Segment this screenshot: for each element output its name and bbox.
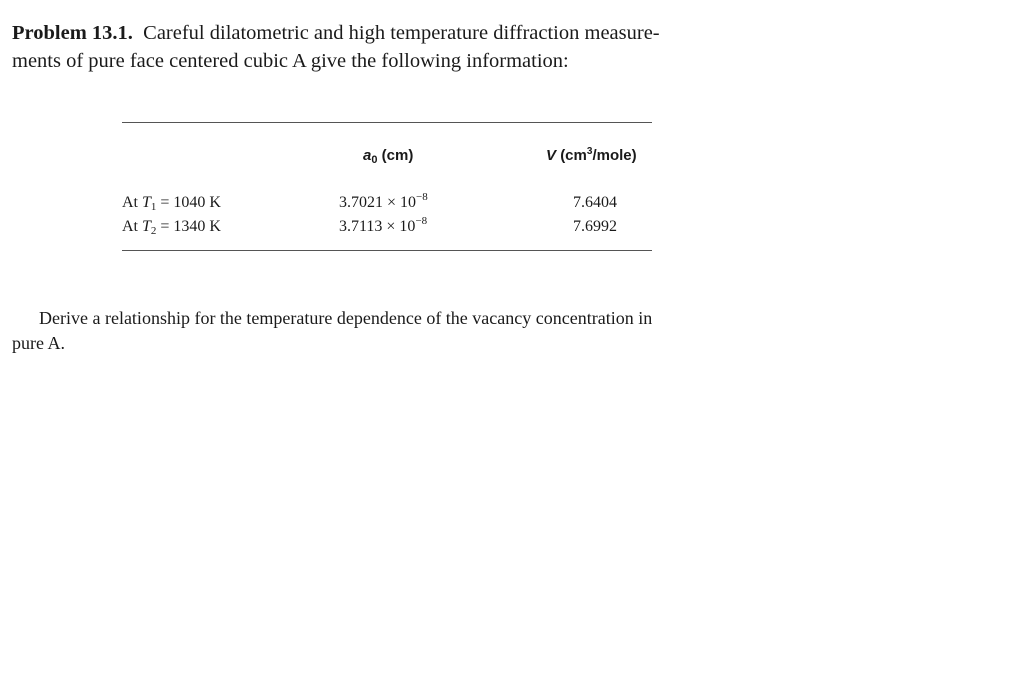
question-text — [12, 306, 752, 356]
a0-exponent: −8 — [416, 191, 428, 203]
question-line-1: Derive a relationship for the temperature dependence of the vacancy concentration in — [39, 308, 653, 328]
table-row — [0, 192, 1024, 214]
temperature-cell — [122, 216, 221, 238]
a0-exponent: −8 — [415, 215, 428, 227]
intro-line-2: ments of pure face centered cubic A give the following information: — [12, 50, 569, 72]
table-row — [0, 216, 1024, 238]
header-a0-subscript: 0 — [371, 154, 378, 166]
header-v-unit-pre: (cm — [560, 147, 587, 164]
molar-volume-cell: 7.6404 — [573, 194, 617, 211]
temp-symbol: T — [142, 218, 151, 235]
table-bottom-rule — [122, 250, 652, 251]
temp-value: = 1040 K — [156, 194, 221, 211]
temp-subscript: 1 — [150, 201, 157, 213]
problem-statement — [12, 19, 772, 75]
lattice-parameter-cell — [339, 216, 427, 238]
header-a0-symbol: a — [363, 147, 372, 164]
temp-value: = 1340 K — [156, 218, 221, 235]
temperature-cell — [122, 192, 221, 214]
header-a0-unit: (cm) — [381, 147, 414, 164]
intro-line-1: Careful dilatometric and high temperature diffraction measure- — [143, 22, 660, 44]
header-v-unit-exp: 3 — [586, 146, 593, 157]
row-prefix: At — [122, 194, 142, 211]
header-molar-volume — [546, 146, 637, 166]
problem-label: Problem 13.1. — [12, 22, 133, 44]
header-v-unit-post: /mole) — [592, 147, 637, 164]
row-prefix: At — [122, 218, 142, 235]
a0-mantissa: 3.7021 × 10 — [339, 194, 417, 211]
table-top-rule — [122, 122, 652, 123]
a0-mantissa: 3.7113 × 10 — [339, 218, 416, 235]
temp-symbol: T — [142, 194, 151, 211]
lattice-parameter-cell — [339, 192, 428, 214]
molar-volume-cell: 7.6992 — [573, 218, 617, 235]
header-lattice-parameter — [363, 146, 413, 166]
header-v-symbol: V — [546, 147, 557, 164]
temp-subscript: 2 — [150, 225, 157, 237]
question-line-2: pure A. — [12, 333, 65, 353]
